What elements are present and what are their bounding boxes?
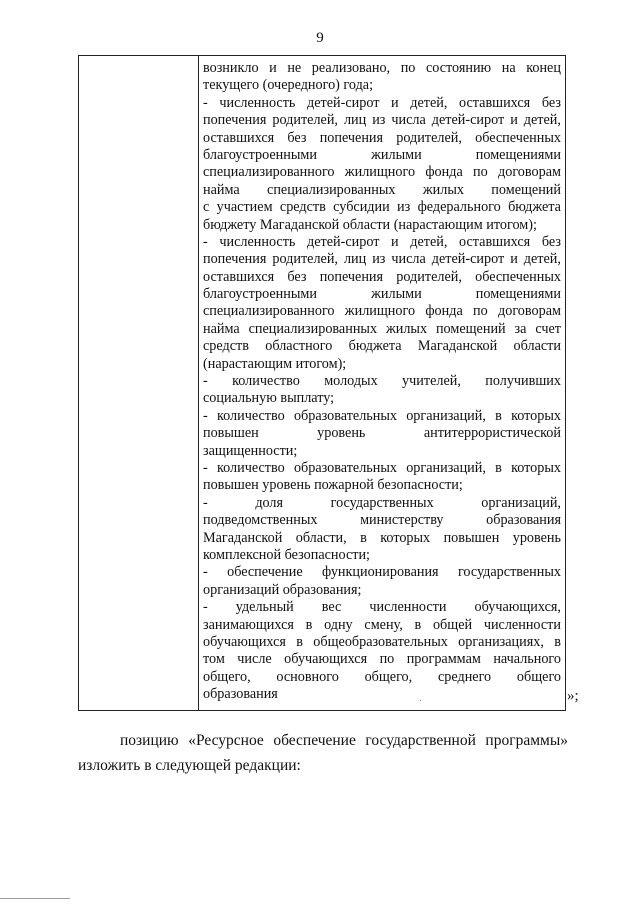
- text-line: защищенности;: [203, 442, 298, 459]
- text-line: - удельный вес численности обучающихся,: [203, 599, 561, 616]
- text-line: - доля государственных организаций,: [203, 494, 561, 511]
- text-line: повышен уровень пожарной безопасности;: [203, 477, 463, 494]
- text-line: - численность детей-сирот и детей, оставшихся без: [203, 94, 561, 111]
- paragraph-line-1: позицию «Ресурсное обеспечение государственной программы»: [120, 732, 568, 749]
- text-line: специализированного жилищного фонда по договорам: [203, 164, 561, 181]
- text-line: найма специализированных жилых помещений: [203, 181, 561, 198]
- text-line: оставшихся без попечения родителей, обеспеченных: [203, 268, 561, 285]
- table-left-cell: [79, 56, 199, 710]
- text-line: том числе обучающихся по программам начального: [203, 651, 561, 668]
- paragraph-line-2: изложить в следующей редакции:: [78, 757, 301, 774]
- document-table: [78, 55, 566, 711]
- text-line: попечения родителей, лиц из числа детей-сирот и детей,: [203, 112, 561, 129]
- text-line: благоустроенными жилыми помещениями: [203, 146, 561, 163]
- text-line: оставшихся без попечения родителей, обеспеченных: [203, 129, 561, 146]
- text-line: занимающихся в одну смену, в общей численности: [203, 616, 561, 633]
- text-line: попечения родителей, лиц из числа детей-сирот и детей,: [203, 251, 561, 268]
- text-line: (нарастающим итогом);: [203, 355, 347, 372]
- text-line: - численность детей-сирот и детей, оставшихся без: [203, 233, 561, 250]
- text-line: - количество образовательных организаций, в которых: [203, 407, 561, 424]
- text-line: образования: [203, 686, 278, 703]
- text-line: подведомственных министерству образования: [203, 512, 561, 529]
- text-line: - обеспечение функционирования государственных: [203, 564, 561, 581]
- text-line: текущего (очередного) года;: [203, 77, 374, 94]
- text-line: организаций образования;: [203, 581, 362, 598]
- text-line: общего, основного общего, среднего общего: [203, 668, 561, 685]
- text-line: комплексной безопасности;: [203, 546, 370, 563]
- text-line: благоустроенными жилыми помещениями: [203, 286, 561, 303]
- footer-scan-mark: [0, 898, 70, 899]
- text-line: возникло и не реализовано, по состоянию на конец: [203, 60, 561, 76]
- text-line: обучающихся в общеобразовательных организациях, в: [203, 633, 561, 650]
- text-line: с участием средств субсидии из федерального бюджета: [203, 199, 561, 216]
- text-line: средств областного бюджета Магаданской области: [203, 338, 561, 355]
- page-number: 9: [316, 30, 324, 46]
- text-line: найма специализированных жилых помещений за счет: [203, 320, 561, 337]
- text-line: - количество образовательных организаций, в которых: [203, 459, 561, 476]
- text-line: бюджету Магаданской области (нарастающим итогом);: [203, 216, 537, 233]
- text-line: повышен уровень антитеррористической: [203, 425, 561, 442]
- text-line: социальную выплату;: [203, 390, 335, 407]
- closing-quote: »;: [567, 688, 579, 704]
- text-line: - количество молодых учителей, получивших: [203, 373, 561, 390]
- scan-dot: [420, 700, 421, 701]
- text-line: Магаданской области, в которых повышен уровень: [203, 529, 561, 546]
- text-line: специализированного жилищного фонда по договорам: [203, 303, 561, 320]
- table-right-cell: [203, 60, 561, 703]
